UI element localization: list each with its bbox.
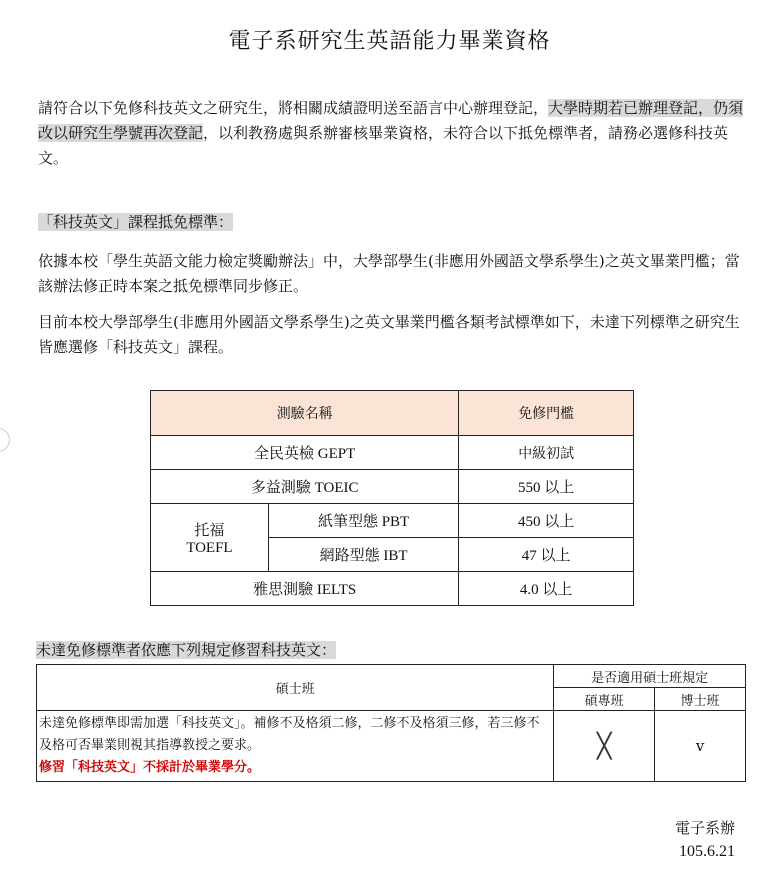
rule-row bbox=[37, 711, 746, 782]
intro-part1: 請符合以下免修科技英文之研究生，將相關成績證明送至語言中心辦理登記， bbox=[38, 99, 549, 117]
table-row bbox=[151, 470, 634, 504]
current-standard-paragraph: 目前本校大學部學生(非應用外國語文學系學生)之英文畢業門檻各類考試標準如下，未達下列標準之研究生皆應選修「科技英文」課程。 bbox=[38, 313, 740, 356]
threshold-gept: 中級初試 bbox=[459, 436, 634, 470]
section1-heading bbox=[38, 210, 746, 235]
basis-paragraph: 依據本校「學生英語文能力檢定獎勵辦法」中，大學部學生(非應用外國語文學系學生)之英文畢業門檻；當該辦法修正時本案之抵免標準同步修正。 bbox=[38, 252, 740, 295]
section1-title: 「科技英文」課程抵免標準： bbox=[38, 213, 234, 231]
exemption-table bbox=[150, 390, 634, 606]
page-title: 電子系研究生英語能力畢業資格 bbox=[228, 29, 551, 54]
table-row bbox=[151, 504, 634, 538]
footer-date: 105.6.21 bbox=[679, 843, 735, 860]
intro-highlight: 大學時期若已辦理登記，仍須改以研究生學號再次登記 bbox=[38, 99, 744, 142]
exam-ielts: 雅思測驗 IELTS bbox=[151, 572, 459, 606]
rule-header-row bbox=[37, 665, 746, 688]
toefl-line2: TOEFL bbox=[186, 539, 233, 556]
intro-paragraph bbox=[38, 96, 746, 171]
table-row bbox=[151, 436, 634, 470]
section2-title: 未達免修標準者依應下列規定修習科技英文： bbox=[36, 641, 337, 659]
footer-dept: 電子系辦 bbox=[674, 819, 735, 837]
header-in-service-masters: 碩專班 bbox=[554, 688, 655, 711]
threshold-toefl-ibt: 47 以上 bbox=[459, 538, 634, 572]
table-header-row bbox=[151, 391, 634, 436]
header-threshold: 免修門檻 bbox=[459, 391, 634, 436]
header-phd: 博士班 bbox=[655, 688, 746, 711]
header-masters: 碩士班 bbox=[37, 665, 554, 711]
exam-toefl-pbt: 紙筆型態 PBT bbox=[268, 504, 459, 538]
exam-toeic: 多益測驗 TOEIC bbox=[151, 470, 459, 504]
header-applicability: 是否適用碩士班規定 bbox=[554, 665, 746, 688]
rule-description bbox=[37, 711, 554, 782]
rule-table bbox=[36, 664, 746, 782]
header-exam-name: 測驗名稱 bbox=[151, 391, 459, 436]
threshold-toeic: 550 以上 bbox=[459, 470, 634, 504]
exam-toefl bbox=[151, 504, 269, 572]
signature-block bbox=[675, 816, 735, 864]
threshold-toefl-pbt: 450 以上 bbox=[459, 504, 634, 538]
check-icon: v bbox=[655, 711, 746, 782]
table-row bbox=[151, 572, 634, 606]
page-edge-marker bbox=[0, 428, 10, 452]
rule-text: 未達免修標準即需加選「科技英文」。補修不及格須二修，二修不及格須三修，若三修不及格可否畢業則視其指導教授之要求。 bbox=[39, 716, 540, 753]
toefl-line1: 托福 bbox=[194, 522, 225, 539]
intro-part2: ，以利教務處與系辦審核畢業資格，未符合以下抵免標準者，請務必選修科技英文。 bbox=[38, 124, 729, 167]
exam-gept: 全民英檢 GEPT bbox=[151, 436, 459, 470]
threshold-ielts: 4.0 以上 bbox=[459, 572, 634, 606]
rule-credit-note: 修習「科技英文」不採計於畢業學分。 bbox=[39, 760, 261, 775]
section2-heading bbox=[36, 639, 336, 661]
cross-icon: ╳ bbox=[554, 711, 655, 782]
exam-toefl-ibt: 網路型態 IBT bbox=[268, 538, 459, 572]
